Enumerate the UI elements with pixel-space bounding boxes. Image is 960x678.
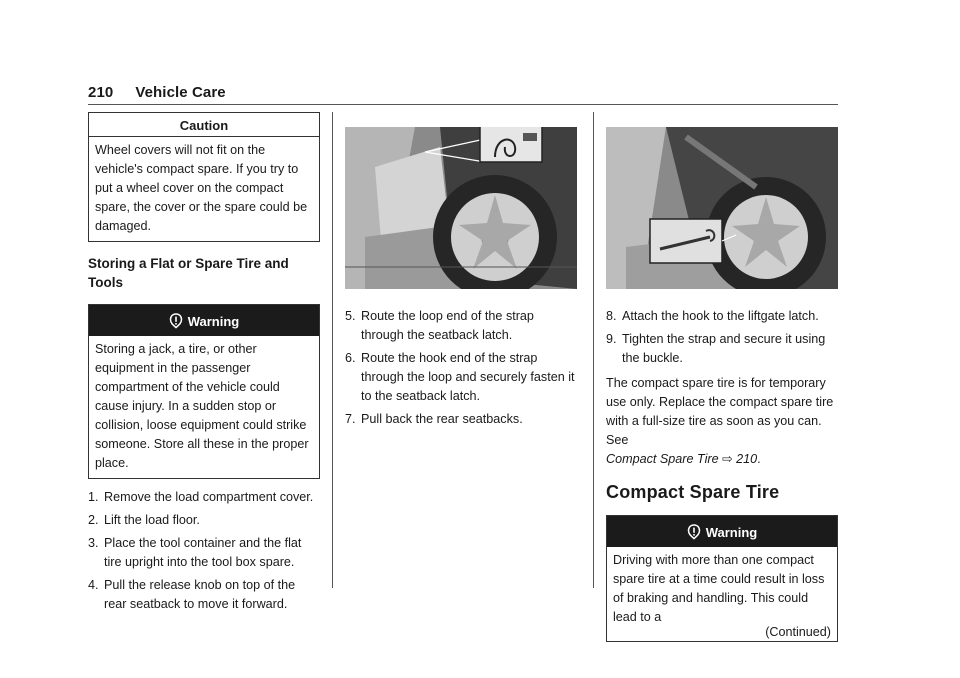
page-number: 210 (88, 84, 114, 101)
warning-icon (169, 313, 183, 329)
column-divider-1 (332, 112, 333, 588)
column-divider-2 (593, 112, 594, 588)
strap-seatback-illustration (345, 127, 577, 289)
column-1 (88, 112, 320, 618)
subheading-storing: Storing a Flat or Spare Tire and Tools (88, 256, 289, 290)
xref-page[interactable]: 210 (736, 452, 758, 466)
column-3 (606, 112, 838, 642)
list-item: 6. Route the hook end of the strap through the loop and securely fasten it to the seatback latch. (345, 351, 575, 403)
warning-header (607, 516, 837, 547)
list-item: 9. Tighten the strap and secure it using the buckle. (606, 332, 826, 365)
header-divider (88, 104, 838, 105)
strap-liftgate-illustration (606, 127, 838, 289)
caution-text: Wheel covers will not fit on the vehicle's compact spare. If you try to put a wheel cover on the compact spare, the cover or the spare could be damaged. (95, 143, 308, 233)
list-item: 2. Lift the load floor. (88, 513, 200, 527)
steps-list-3 (606, 307, 838, 368)
continued-label: (Continued) (765, 625, 831, 639)
warning-text: Driving with more than one compact spare tire at a time could result in loss of braking and handling. This could lead to a (613, 553, 825, 624)
column-2 (345, 112, 577, 433)
temporary-use-paragraph: The compact spare tire is for temporary use only. Replace the compact spare tire with a full-size tire as soon as you can. See Compact Spare Tire ⇨ 210. (606, 376, 834, 466)
caution-box (88, 112, 320, 242)
list-item: 5. Route the loop end of the strap through the seatback latch. (345, 309, 534, 342)
list-item: 1. Remove the load compartment cover. (88, 490, 314, 504)
warning-box-compact (606, 515, 838, 642)
page-header (88, 84, 838, 102)
warning-box-storing (88, 304, 320, 479)
warning-title: Warning (187, 314, 240, 329)
list-item: 7. Pull back the rear seatbacks. (345, 412, 523, 426)
xref-link[interactable]: Compact Spare Tire (606, 452, 719, 466)
section-heading: Compact Spare Tire (606, 482, 780, 502)
xref-arrow-icon: ⇨ (722, 452, 733, 466)
section-title: Vehicle Care (135, 84, 226, 101)
steps-list-2 (345, 307, 577, 429)
warning-text: Storing a jack, a tire, or other equipment in the passenger compartment of the vehicle could cause injury. In a sudden stop or collision, loose equipment could strike someone. Store all these in the proper place. (95, 342, 309, 470)
list-item: 8. Attach the hook to the liftgate latch. (606, 309, 819, 323)
warning-title: Warning (705, 525, 758, 540)
warning-header (89, 305, 319, 336)
list-item: 3. Place the tool container and the flat tire upright into the tool box spare. (88, 536, 302, 569)
steps-list-1 (88, 488, 320, 614)
list-item: 4. Pull the release knob on top of the rear seatback to move it forward. (88, 578, 296, 611)
warning-icon (687, 524, 701, 540)
caution-title: Caution (89, 113, 319, 137)
